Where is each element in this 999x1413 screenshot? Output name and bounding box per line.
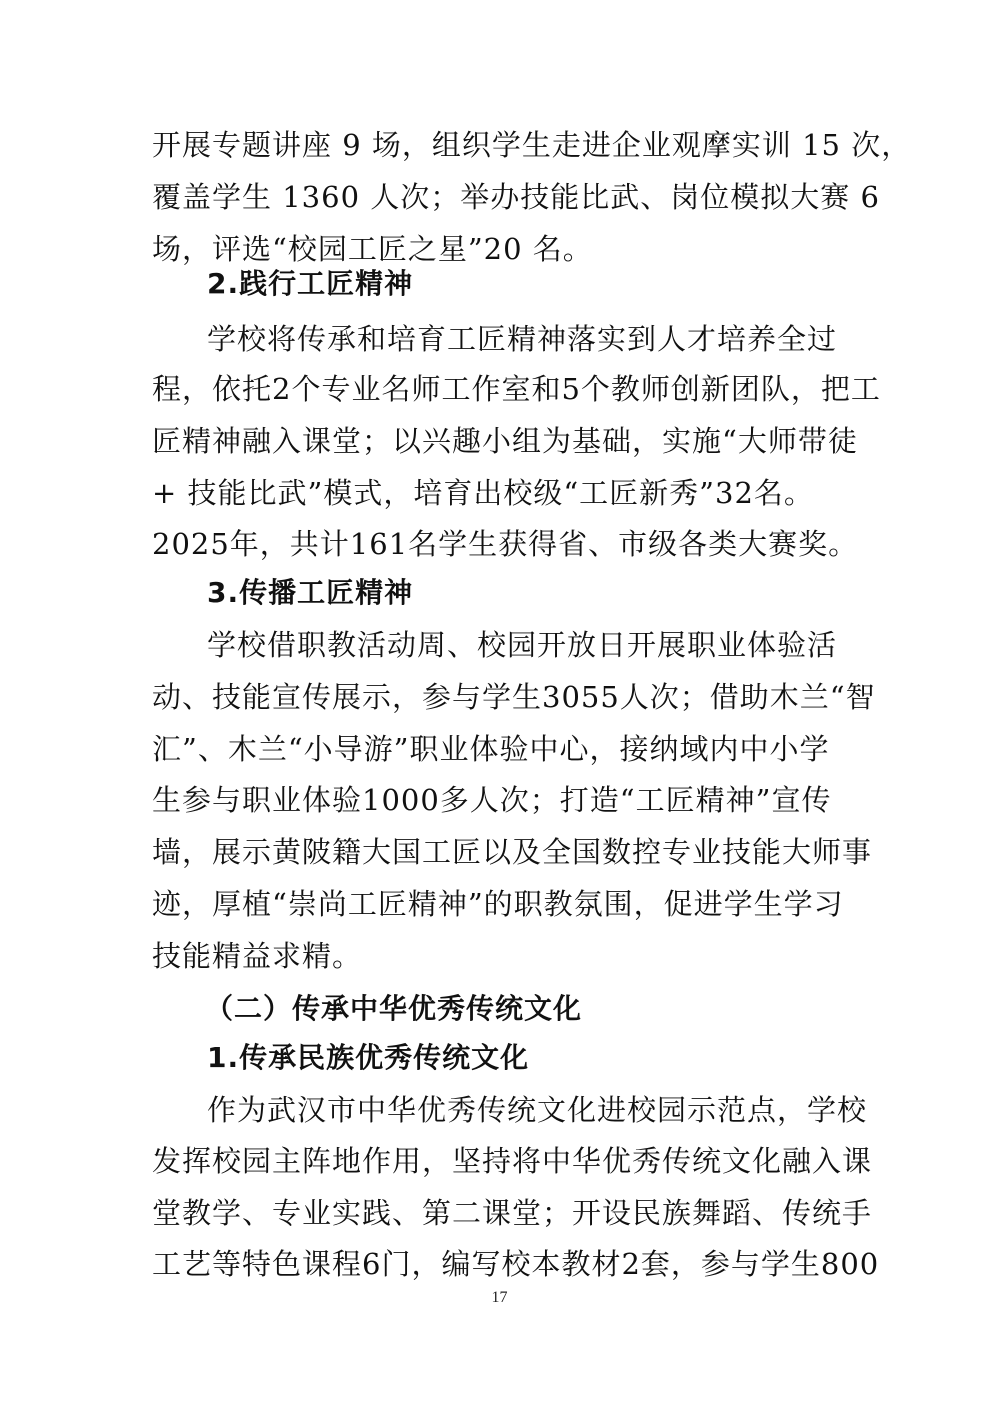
section-heading-level-2: （二）传承中华优秀传统文化 [205,992,583,1025]
body-text-line: 迹，厚植“崇尚工匠精神”的职教氛围，促进学生学习 [152,887,844,921]
body-text-line: 学校将传承和培育工匠精神落实到人才培养全过 [207,322,838,356]
body-text-line: 汇”、木兰“小导游”职业体验中心，接纳域内中小学 [152,732,830,766]
body-text-line: 场，评选“校园工匠之星”20 名。 [152,232,593,266]
section-heading-3: 3.传播工匠精神 [207,576,414,609]
body-text-line: 工艺等特色课程6门，编写校本教材2套，参与学生800 [152,1247,880,1281]
body-text-line: + 技能比武”模式，培育出校级“工匠新秀”32名。 [152,476,814,510]
body-text-line: 墙，展示黄陂籍大国工匠以及全国数控专业技能大师事 [152,835,873,869]
body-text-line: 技能精益求精。 [152,939,363,973]
body-text-line: 作为武汉市中华优秀传统文化进校园示范点，学校 [207,1093,868,1127]
body-text-line: 动、技能宣传展示，参与学生3055人次；借助木兰“智 [152,680,876,714]
body-text-line: 堂教学、专业实践、第二课堂；开设民族舞蹈、传统手 [152,1196,873,1230]
section-heading-1: 1.传承民族优秀传统文化 [207,1041,530,1074]
body-text-line: 程，依托2个专业名师工作室和5个教师创新团队，把工 [152,372,881,406]
body-text-line: 匠精神融入课堂；以兴趣小组为基础，实施“大师带徒 [152,424,858,458]
section-heading-2: 2.践行工匠精神 [207,267,414,300]
body-text-line: 覆盖学生 1360 人次；举办技能比武、岗位模拟大赛 6 [152,180,880,214]
body-text-line: 学校借职教活动周、校园开放日开展职业体验活 [207,628,838,662]
body-text-line: 发挥校园主阵地作用，坚持将中华优秀传统文化融入课 [152,1144,873,1178]
page-number: 17 [491,1289,508,1306]
body-text-line: 生参与职业体验1000多人次；打造“工匠精神”宣传 [152,783,832,817]
body-text-line: 2025年，共计161名学生获得省、市级各类大赛奖。 [152,527,859,561]
body-text-line: 开展专题讲座 9 场，组织学生走进企业观摩实训 15 次， [152,128,912,162]
